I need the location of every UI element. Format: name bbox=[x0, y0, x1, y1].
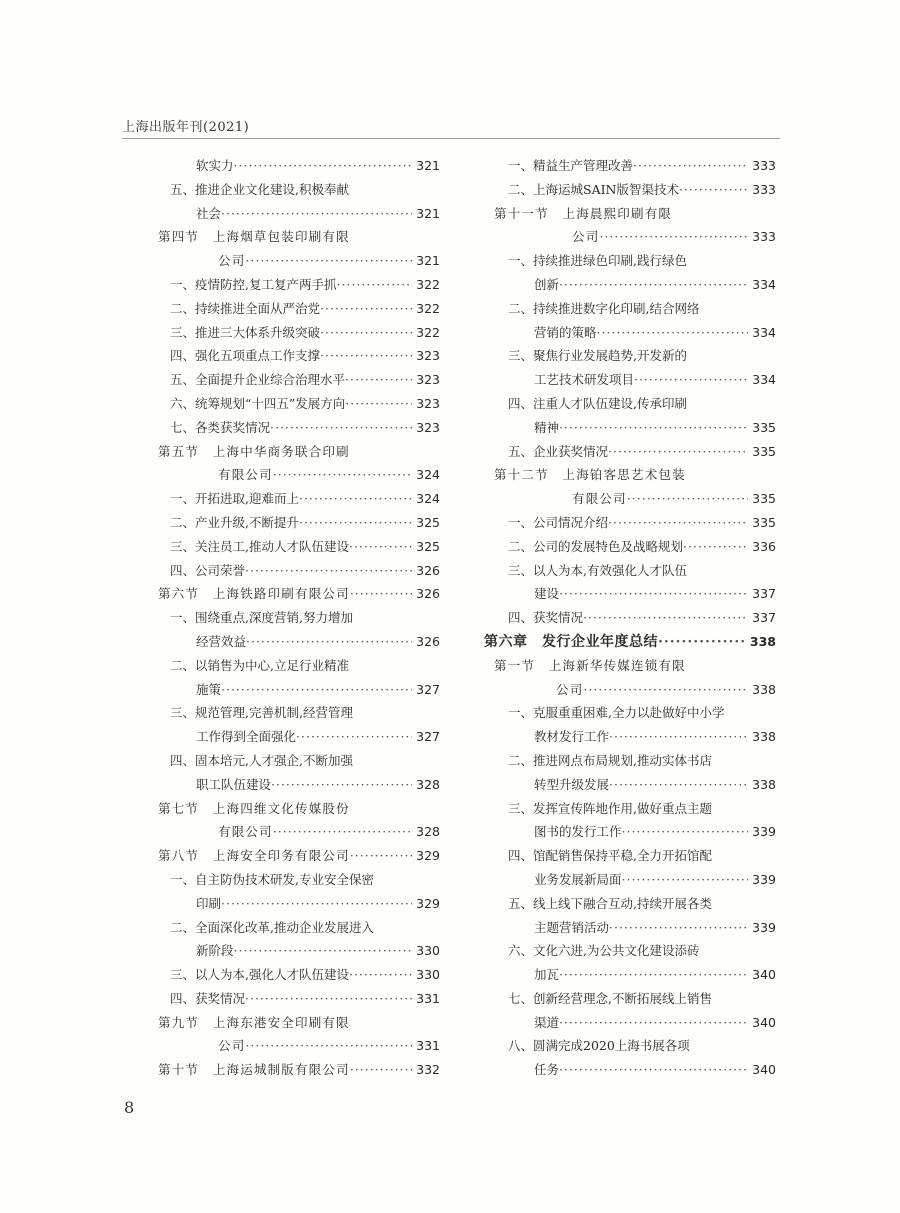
toc-dot-leader bbox=[336, 273, 412, 297]
toc-subsection-entry[interactable] bbox=[484, 273, 776, 297]
toc-subsection-entry[interactable] bbox=[484, 249, 776, 273]
toc-section-entry[interactable] bbox=[484, 463, 776, 487]
toc-entry-title: 二、产业升级,不断提升 bbox=[170, 514, 299, 530]
toc-subsection-entry[interactable] bbox=[152, 416, 440, 440]
toc-entry-title: 有限公司 bbox=[218, 824, 273, 840]
toc-section-entry[interactable] bbox=[152, 440, 440, 464]
toc-dot-leader bbox=[583, 606, 748, 630]
toc-entry-title: 二、上海运城SAIN版智渠技术 bbox=[508, 181, 679, 197]
toc-dot-leader bbox=[320, 321, 412, 345]
toc-entry-title: 二、公司的发展特色及战略规划 bbox=[508, 538, 684, 554]
toc-page-number: 332 bbox=[416, 1062, 440, 1078]
toc-subsection-entry[interactable] bbox=[484, 725, 776, 749]
toc-section-entry[interactable] bbox=[152, 582, 440, 606]
toc-page-number: 338 bbox=[752, 681, 776, 697]
toc-page-number: 330 bbox=[416, 967, 440, 983]
toc-page-number: 334 bbox=[752, 324, 776, 340]
toc-left-column bbox=[152, 154, 440, 1082]
toc-page-number: 323 bbox=[416, 348, 440, 364]
toc-subsection-entry[interactable] bbox=[484, 416, 776, 440]
toc-section-entry[interactable] bbox=[152, 1011, 440, 1035]
toc-section-entry[interactable] bbox=[484, 487, 776, 511]
toc-subsection-entry[interactable] bbox=[152, 154, 440, 178]
toc-subsection-entry[interactable] bbox=[152, 511, 440, 535]
toc-subsection-entry[interactable] bbox=[484, 297, 776, 321]
toc-entry-title: 一、开拓进取,迎难而上 bbox=[170, 491, 299, 507]
toc-dot-leader bbox=[349, 535, 412, 559]
toc-entry-title: 四、获奖情况 bbox=[170, 990, 246, 1006]
toc-section-entry[interactable] bbox=[152, 463, 440, 487]
toc-section-entry[interactable] bbox=[152, 225, 440, 249]
toc-dot-leader bbox=[683, 535, 748, 559]
toc-dot-leader bbox=[245, 1034, 412, 1058]
toc-subsection-entry[interactable] bbox=[152, 273, 440, 297]
toc-entry-title: 四、固本培元,人才强企,不断加强 bbox=[170, 752, 353, 768]
toc-entry-title: 四、强化五项重点工作支撑 bbox=[170, 348, 321, 364]
toc-page-number: 335 bbox=[752, 443, 776, 459]
toc-page-number: 340 bbox=[752, 967, 776, 983]
toc-dot-leader bbox=[634, 368, 748, 392]
toc-page-number: 335 bbox=[752, 491, 776, 507]
toc-entry-title: 二、持续推进全面从严治党 bbox=[170, 300, 321, 316]
toc-dot-leader bbox=[622, 820, 749, 844]
toc-dot-leader bbox=[559, 416, 748, 440]
toc-dot-leader bbox=[609, 916, 748, 940]
toc-section-entry[interactable] bbox=[484, 202, 776, 226]
toc-entry-title: 四、获奖情况 bbox=[508, 610, 584, 626]
toc-subsection-entry[interactable] bbox=[484, 321, 776, 345]
toc-subsection-entry[interactable] bbox=[152, 535, 440, 559]
toc-page-number: 333 bbox=[752, 158, 776, 173]
toc-entry-title: 有限公司 bbox=[218, 467, 273, 483]
toc-dot-leader bbox=[273, 820, 412, 844]
toc-dot-leader bbox=[583, 678, 748, 702]
toc-entry-title: 三、规范管理,完善机制,经营管理 bbox=[170, 705, 353, 721]
toc-page-number: 339 bbox=[752, 824, 776, 840]
toc-dot-leader bbox=[245, 559, 412, 583]
toc-dot-leader bbox=[679, 178, 748, 202]
toc-dot-leader bbox=[245, 249, 412, 273]
toc-entry-title: 一、围绕重点,深度营销,努力增加 bbox=[170, 610, 353, 626]
toc-dot-leader bbox=[597, 321, 749, 345]
toc-dot-leader bbox=[633, 154, 748, 178]
toc-dot-leader bbox=[271, 773, 412, 797]
toc-subsection-entry[interactable] bbox=[484, 701, 776, 725]
running-header: 上海出版年刊(2021) bbox=[122, 120, 250, 135]
toc-page-number: 326 bbox=[416, 633, 440, 649]
toc-page-number: 334 bbox=[752, 372, 776, 388]
toc-subsection-entry[interactable] bbox=[484, 535, 776, 559]
toc-subsection-entry[interactable] bbox=[152, 368, 440, 392]
toc-dot-leader bbox=[559, 963, 748, 987]
toc-entry-title: 第八节 上海安全印务有限公司 bbox=[158, 848, 350, 864]
toc-page-number: 327 bbox=[416, 681, 440, 697]
toc-entry-title: 教材发行工作 bbox=[534, 729, 610, 745]
toc-page-number: 326 bbox=[416, 586, 440, 602]
toc-entry-title: 工艺技术研发项目 bbox=[534, 372, 635, 388]
toc-subsection-entry[interactable] bbox=[152, 321, 440, 345]
toc-subsection-entry[interactable] bbox=[152, 987, 440, 1011]
toc-dot-leader bbox=[245, 987, 412, 1011]
toc-page-number: 321 bbox=[416, 158, 440, 173]
toc-entry-title: 一、自主防伪技术研发,专业安全保密 bbox=[170, 871, 374, 887]
toc-subsection-entry[interactable] bbox=[152, 773, 440, 797]
toc-entry-title: 公司 bbox=[572, 229, 600, 245]
toc-dot-leader bbox=[299, 511, 412, 535]
toc-dot-leader bbox=[658, 631, 746, 655]
toc-dot-leader bbox=[609, 773, 748, 797]
toc-entry-title: 二、全面深化改革,推动企业发展进入 bbox=[170, 919, 374, 935]
toc-page-number: 326 bbox=[416, 562, 440, 578]
toc-page-number: 324 bbox=[416, 491, 440, 507]
toc-entry-title: 四、馆配销售保持平稳,全力开拓馆配 bbox=[508, 848, 712, 864]
toc-section-entry[interactable] bbox=[152, 844, 440, 868]
toc-subsection-entry[interactable] bbox=[152, 392, 440, 416]
toc-entry-title: 营销的策略 bbox=[534, 324, 597, 340]
toc-subsection-entry[interactable] bbox=[484, 892, 776, 916]
toc-right-column bbox=[484, 154, 776, 1082]
toc-entry-title: 三、以人为本,有效强化人才队伍 bbox=[508, 562, 687, 578]
toc-page-number: 322 bbox=[416, 324, 440, 340]
toc-page-number: 335 bbox=[752, 419, 776, 435]
toc-section-entry[interactable] bbox=[152, 797, 440, 821]
toc-section-entry[interactable] bbox=[152, 820, 440, 844]
toc-entry-title: 一、克服重重困难,全力以赴做好中小学 bbox=[508, 705, 725, 721]
toc-dot-leader bbox=[270, 416, 412, 440]
toc-subsection-entry[interactable] bbox=[152, 654, 440, 678]
toc-page-number: 327 bbox=[416, 729, 440, 745]
toc-page-number: 338 bbox=[752, 776, 776, 792]
toc-entry-title: 第六节 上海铁路印刷有限公司 bbox=[158, 586, 350, 602]
toc-subsection-entry[interactable] bbox=[484, 963, 776, 987]
toc-page-number: 331 bbox=[416, 990, 440, 1006]
toc-entry-title: 一、公司情况介绍 bbox=[508, 514, 609, 530]
toc-subsection-entry[interactable] bbox=[152, 630, 440, 654]
toc-entry-title: 印刷 bbox=[196, 895, 222, 911]
toc-subsection-entry[interactable] bbox=[484, 916, 776, 940]
toc-subsection-entry[interactable] bbox=[152, 701, 440, 725]
toc-entry-title: 任务 bbox=[534, 1062, 560, 1078]
toc-entry-title: 第十一节 上海晨熙印刷有限 bbox=[494, 205, 673, 221]
toc-page-number: 334 bbox=[752, 276, 776, 292]
toc-page-number: 330 bbox=[416, 943, 440, 959]
header-rule bbox=[122, 138, 780, 139]
toc-dot-leader bbox=[622, 868, 749, 892]
toc-page-number: 322 bbox=[416, 276, 440, 292]
toc-subsection-entry[interactable] bbox=[152, 297, 440, 321]
toc-entry-title: 第九节 上海东港安全印刷有限 bbox=[158, 1014, 350, 1030]
toc-subsection-entry[interactable] bbox=[484, 987, 776, 1011]
toc-entry-title: 二、持续推进数字化印刷,结合网络 bbox=[508, 300, 700, 316]
toc-subsection-entry[interactable] bbox=[152, 678, 440, 702]
toc-page-number: 335 bbox=[752, 514, 776, 530]
toc-page-number: 338 bbox=[749, 633, 776, 649]
toc-page-number: 329 bbox=[416, 895, 440, 911]
toc-entry-title: 七、各类获奖情况 bbox=[170, 419, 271, 435]
toc-entry-title: 第一节 上海新华传媒连锁有限 bbox=[494, 657, 686, 673]
toc-entry-title: 公司 bbox=[218, 253, 246, 269]
toc-entry-title: 工作得到全面强化 bbox=[196, 729, 297, 745]
toc-dot-leader bbox=[320, 297, 412, 321]
toc-subsection-entry[interactable] bbox=[484, 559, 776, 583]
toc-entry-title: 六、统筹规划“十四五”发展方向 bbox=[170, 395, 346, 411]
toc-subsection-entry[interactable] bbox=[152, 606, 440, 630]
toc-dot-leader bbox=[609, 725, 748, 749]
toc-entry-title: 加瓦 bbox=[534, 967, 560, 983]
toc-entry-title: 第七节 上海四维文化传媒股份 bbox=[158, 800, 350, 816]
toc-entry-title: 经营效益 bbox=[196, 633, 247, 649]
toc-subsection-entry[interactable] bbox=[152, 202, 440, 226]
toc-dot-leader bbox=[349, 963, 412, 987]
toc-dot-leader bbox=[345, 368, 412, 392]
toc-entry-title: 施策 bbox=[196, 681, 222, 697]
toc-entry-title: 三、推进三大体系升级突破 bbox=[170, 324, 321, 340]
toc-subsection-entry[interactable] bbox=[152, 344, 440, 368]
toc-subsection-entry[interactable] bbox=[484, 440, 776, 464]
toc-entry-title: 第十二节 上海铂客思艺术包装 bbox=[494, 467, 686, 483]
toc-page-number: 339 bbox=[752, 871, 776, 887]
toc-page-number: 333 bbox=[752, 229, 776, 245]
toc-subsection-entry[interactable] bbox=[152, 939, 440, 963]
toc-subsection-entry[interactable] bbox=[152, 963, 440, 987]
toc-subsection-entry[interactable] bbox=[484, 749, 776, 773]
toc-dot-leader bbox=[320, 344, 412, 368]
toc-entry-title: 三、聚焦行业发展趋势,开发新的 bbox=[508, 348, 687, 364]
toc-dot-leader bbox=[273, 463, 412, 487]
toc-entry-title: 新阶段 bbox=[196, 943, 234, 959]
toc-entry-title: 一、疫情防控,复工复产两手抓 bbox=[170, 276, 337, 292]
toc-page-number: 338 bbox=[752, 729, 776, 745]
toc-subsection-entry[interactable] bbox=[484, 1034, 776, 1058]
toc-page-number: 328 bbox=[416, 776, 440, 792]
toc-entry-title: 精神 bbox=[534, 419, 560, 435]
toc-page-number: 339 bbox=[752, 919, 776, 935]
toc-entry-title: 业务发展新局面 bbox=[534, 871, 622, 887]
toc-dot-leader bbox=[559, 582, 748, 606]
toc-subsection-entry[interactable] bbox=[152, 178, 440, 202]
toc-entry-title: 社会 bbox=[196, 205, 222, 221]
toc-subsection-entry[interactable] bbox=[484, 392, 776, 416]
toc-entry-title: 公司 bbox=[556, 681, 584, 697]
toc-entry-title: 图书的发行工作 bbox=[534, 824, 622, 840]
toc-entry-title: 主题营销活动 bbox=[534, 919, 610, 935]
toc-entry-title: 公司 bbox=[218, 1038, 246, 1054]
toc-subsection-entry[interactable] bbox=[484, 868, 776, 892]
toc-page-number: 337 bbox=[752, 610, 776, 626]
toc-dot-leader bbox=[234, 154, 413, 178]
toc-dot-leader bbox=[350, 844, 412, 868]
toc-subsection-entry[interactable] bbox=[484, 939, 776, 963]
toc-page-number: 324 bbox=[416, 467, 440, 483]
toc-page-number: 323 bbox=[416, 395, 440, 411]
toc-dot-leader bbox=[299, 487, 412, 511]
toc-subsection-entry[interactable] bbox=[484, 1011, 776, 1035]
toc-chapter-entry[interactable] bbox=[484, 630, 776, 654]
toc-entry-title: 第五节 上海中华商务联合印刷 bbox=[158, 443, 350, 459]
toc-page-number: 328 bbox=[416, 824, 440, 840]
toc-entry-title: 三、关注员工,推动人才队伍建设 bbox=[170, 538, 349, 554]
toc-page-number: 337 bbox=[752, 586, 776, 602]
toc-dot-leader bbox=[246, 630, 412, 654]
toc-entry-title: 三、发挥宣传阵地作用,做好重点主题 bbox=[508, 800, 712, 816]
toc-entry-title: 软实力 bbox=[196, 158, 234, 173]
toc-subsection-entry[interactable] bbox=[484, 344, 776, 368]
toc-dot-leader bbox=[221, 678, 412, 702]
toc-subsection-entry[interactable] bbox=[484, 582, 776, 606]
toc-subsection-entry[interactable] bbox=[484, 1058, 776, 1082]
toc-dot-leader bbox=[234, 939, 413, 963]
toc-entry-title: 一、持续推进绿色印刷,践行绿色 bbox=[508, 253, 687, 269]
toc-subsection-entry[interactable] bbox=[152, 725, 440, 749]
toc-subsection-entry[interactable] bbox=[152, 487, 440, 511]
toc-section-entry[interactable] bbox=[484, 654, 776, 678]
toc-page-number: 331 bbox=[416, 1038, 440, 1054]
toc-dot-leader bbox=[221, 202, 412, 226]
toc-section-entry[interactable] bbox=[484, 678, 776, 702]
toc-page-number: 325 bbox=[416, 538, 440, 554]
toc-entry-title: 建设 bbox=[534, 586, 560, 602]
toc-subsection-entry[interactable] bbox=[484, 773, 776, 797]
toc-subsection-entry[interactable] bbox=[484, 606, 776, 630]
toc-dot-leader bbox=[559, 273, 748, 297]
toc-subsection-entry[interactable] bbox=[484, 820, 776, 844]
toc-entry-title: 八、圆满完成2020上海书展各项 bbox=[508, 1038, 690, 1054]
toc-dot-leader bbox=[345, 392, 412, 416]
toc-entry-title: 有限公司 bbox=[572, 491, 627, 507]
toc-entry-title: 三、以人为本,强化人才队伍建设 bbox=[170, 967, 349, 983]
toc-section-entry[interactable] bbox=[484, 225, 776, 249]
toc-page-number: 321 bbox=[416, 205, 440, 221]
toc-page-number: 340 bbox=[752, 1062, 776, 1078]
toc-entry-title: 转型升级发展 bbox=[534, 776, 610, 792]
toc-page-number: 336 bbox=[752, 538, 776, 554]
toc-subsection-entry[interactable] bbox=[484, 844, 776, 868]
toc-entry-title: 第六章 发行企业年度总结 bbox=[484, 633, 658, 650]
toc-dot-leader bbox=[608, 440, 748, 464]
toc-dot-leader bbox=[559, 1058, 748, 1082]
toc-entry-title: 职工队伍建设 bbox=[196, 776, 272, 792]
toc-subsection-entry[interactable] bbox=[152, 892, 440, 916]
toc-dot-leader bbox=[350, 582, 412, 606]
toc-subsection-entry[interactable] bbox=[484, 797, 776, 821]
toc-subsection-entry[interactable] bbox=[152, 868, 440, 892]
toc-subsection-entry[interactable] bbox=[152, 749, 440, 773]
toc-page-number: 323 bbox=[416, 419, 440, 435]
toc-dot-leader bbox=[221, 892, 412, 916]
toc-dot-leader bbox=[608, 511, 748, 535]
toc-page-number: 329 bbox=[416, 848, 440, 864]
toc-page-number: 323 bbox=[416, 372, 440, 388]
toc-entry-title: 五、推进企业文化建设,积极奉献 bbox=[170, 181, 349, 197]
toc-entry-title: 四、公司荣誉 bbox=[170, 562, 246, 578]
toc-entry-title: 一、精益生产管理改善 bbox=[508, 158, 634, 173]
toc-subsection-entry[interactable] bbox=[484, 178, 776, 202]
toc-subsection-entry[interactable] bbox=[484, 368, 776, 392]
toc-entry-title: 第十节 上海运城制版有限公司 bbox=[158, 1062, 350, 1078]
toc-page-number: 321 bbox=[416, 253, 440, 269]
toc-section-entry[interactable] bbox=[152, 1034, 440, 1058]
toc-dot-leader bbox=[599, 225, 748, 249]
toc-page-number: 325 bbox=[416, 514, 440, 530]
toc-subsection-entry[interactable] bbox=[484, 154, 776, 178]
toc-dot-leader bbox=[559, 1011, 748, 1035]
toc-page-number: 322 bbox=[416, 300, 440, 316]
toc-entry-title: 五、线上线下融合互动,持续开展各类 bbox=[508, 895, 712, 911]
toc-entry-title: 二、推进网点布局规划,推动实体书店 bbox=[508, 752, 712, 768]
toc-entry-title: 四、注重人才队伍建设,传承印刷 bbox=[508, 395, 687, 411]
toc-section-entry[interactable] bbox=[152, 1058, 440, 1082]
toc-subsection-entry[interactable] bbox=[152, 916, 440, 940]
toc-entry-title: 创新 bbox=[534, 276, 560, 292]
toc-dot-leader bbox=[296, 725, 412, 749]
toc-entry-title: 第四节 上海烟草包装印刷有限 bbox=[158, 229, 350, 245]
page-number: 8 bbox=[124, 1098, 135, 1117]
toc-page-number: 333 bbox=[752, 181, 776, 197]
toc-page-number: 340 bbox=[752, 1014, 776, 1030]
toc-entry-title: 五、全面提升企业综合治理水平 bbox=[170, 372, 346, 388]
toc-section-entry[interactable] bbox=[152, 249, 440, 273]
toc-entry-title: 七、创新经营理念,不断拓展线上销售 bbox=[508, 990, 712, 1006]
toc-entry-title: 二、以销售为中心,立足行业精准 bbox=[170, 657, 349, 673]
toc-entry-title: 六、文化六进,为公共文化建设添砖 bbox=[508, 943, 700, 959]
toc-subsection-entry[interactable] bbox=[484, 511, 776, 535]
toc-entry-title: 五、企业获奖情况 bbox=[508, 443, 609, 459]
toc-dot-leader bbox=[350, 1058, 412, 1082]
toc-subsection-entry[interactable] bbox=[152, 559, 440, 583]
toc-dot-leader bbox=[627, 487, 748, 511]
toc-entry-title: 渠道 bbox=[534, 1014, 560, 1030]
